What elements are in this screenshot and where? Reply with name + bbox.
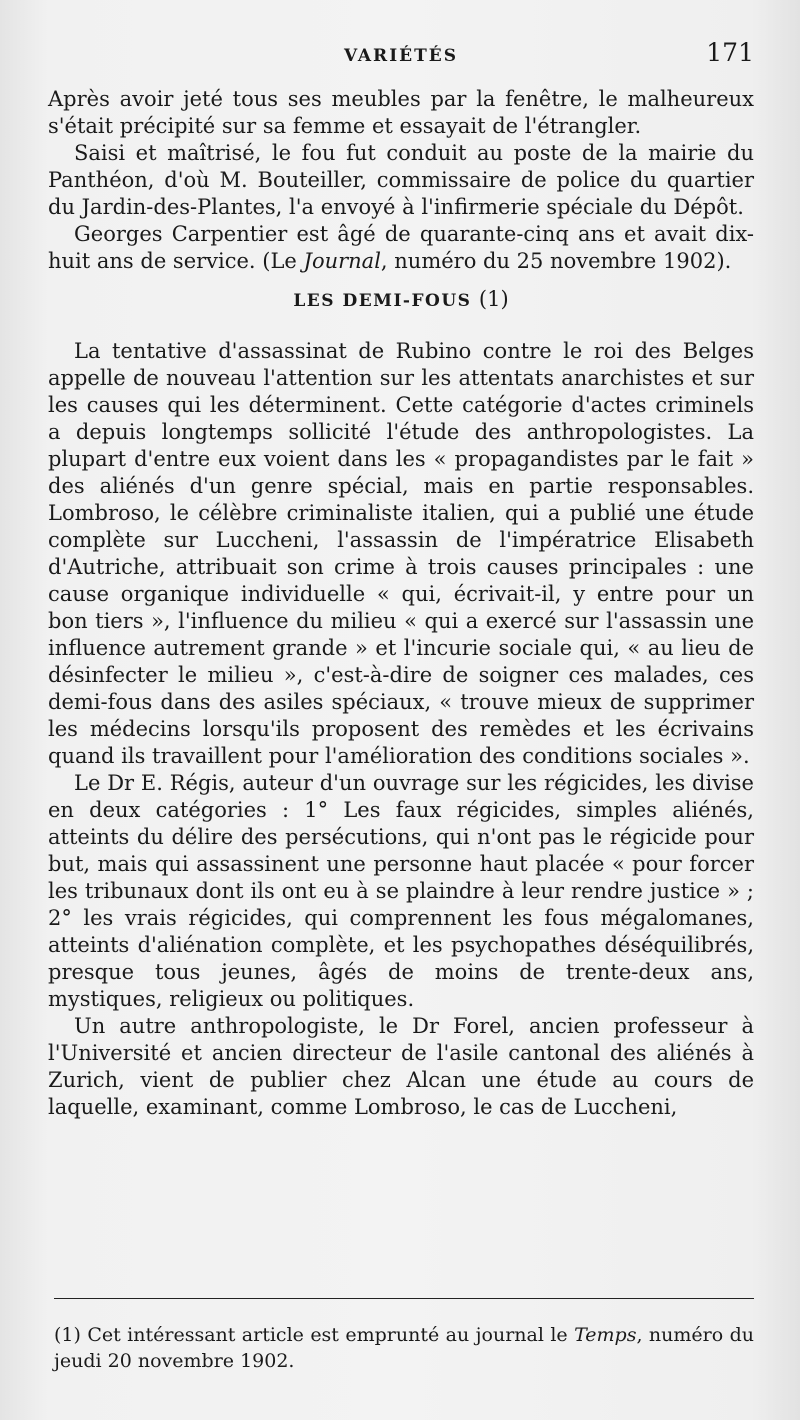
paragraph-arrest: Saisi et maîtrisé, le fou fut conduit au poste de la mairie du Panthéon, d'où M. Bouteiller, commissaire de police du quartier du Jardin-des-Plantes, l'a envoyé à l'infirmerie spéciale du Dépôt.: [48, 141, 754, 219]
footnote-divider: [54, 1298, 754, 1299]
paragraph-regis: Le Dr E. Régis, auteur d'un ouvrage sur les régicides, les divise en deux catégories : 1° Les faux régicides, simples aliénés, atteints du délire des persécutions, qui n'ont pas le régicide pour but, mais qui assassinent une personne haut placée « pour forcer les tribunaux dont ils ont eu à se plaindre à leur rendre justice » ; 2° les vrais régicides, qui comprennent les fous mégalomanes, atteints d'aliénation complète, et les psychopathes déséquilibrés, presque tous jeunes, âgés de moins de trente-deux ans, mystiques, religieux ou politiques.: [48, 771, 754, 1011]
footnote-reference: (1): [478, 287, 509, 311]
footnote-text-start: (1) Cet intéressant article est emprunté au journal le: [54, 1324, 575, 1346]
journal-title: Journal: [303, 249, 381, 273]
source-text-end: , numéro du 25 novembre 1902).: [380, 249, 732, 273]
paragraph-anarchists: La tentative d'assassinat de Rubino contre le roi des Belges appelle de nouveau l'attention sur les attentats anarchistes et sur les causes qui les déterminent. Cette catégorie d'actes criminels a depuis longtemps sollicité l'étude des anthropologistes. La plupart d'entre eux voient dans les « propagandistes par le fait » des aliénés d'un genre spécial, mais en partie responsables. Lombroso, le célèbre criminaliste italien, qui a publié une étude complète sur Luccheni, l'assassin de l'impératrice Elisabeth d'Autriche, attribuait son crime à trois causes principales : une cause organique individuelle « qui, écrivait-il, y entre pour un bon tiers », l'influence du milieu « qui a exercé sur l'assassin une influence autrement grande » et l'incurie sociale qui, « au lieu de désinfecter le milieu », c'est-à-dire de soigner ces malades, ces demi-fous dans des asiles spéciaux, « trouve mieux de supprimer les médecins lorsqu'ils proposent des remèdes et les écrivains quand ils travaillent pour l'amélioration des conditions sociales ».: [48, 339, 754, 768]
paragraph-continuation: Après avoir jeté tous ses meubles par la fenêtre, le malheureux s'était précipité sur sa femme et essayait de l'étrangler.: [48, 87, 754, 138]
page-body: [48, 86, 754, 1121]
footnote-text-end: , numéro du jeudi 20 novembre 1902.: [54, 1324, 755, 1372]
footnote: [54, 1322, 754, 1374]
page-number: 171: [706, 38, 754, 67]
footnote-newspaper-title: Temps: [574, 1324, 637, 1346]
running-head: VARIÉTÉS: [344, 46, 458, 66]
paragraph-forel: Un autre anthropologiste, le Dr Forel, ancien professeur à l'Université et ancien directeur de l'asile cantonal des aliénés à Zurich, vient de publier chez Alcan une étude au cours de laquelle, examinant, comme Lombroso, le cas de Luccheni,: [48, 1014, 754, 1119]
page-header: [48, 38, 754, 72]
section-title-text: LES DEMI-FOUS: [293, 291, 472, 311]
source-text-start: Georges Carpentier est âgé de quarante-cinq ans et avait dix-huit ans de service. (Le: [48, 222, 754, 273]
paragraph-source: [48, 221, 754, 275]
footnote-text: [54, 1322, 754, 1374]
section-title: [48, 286, 754, 315]
